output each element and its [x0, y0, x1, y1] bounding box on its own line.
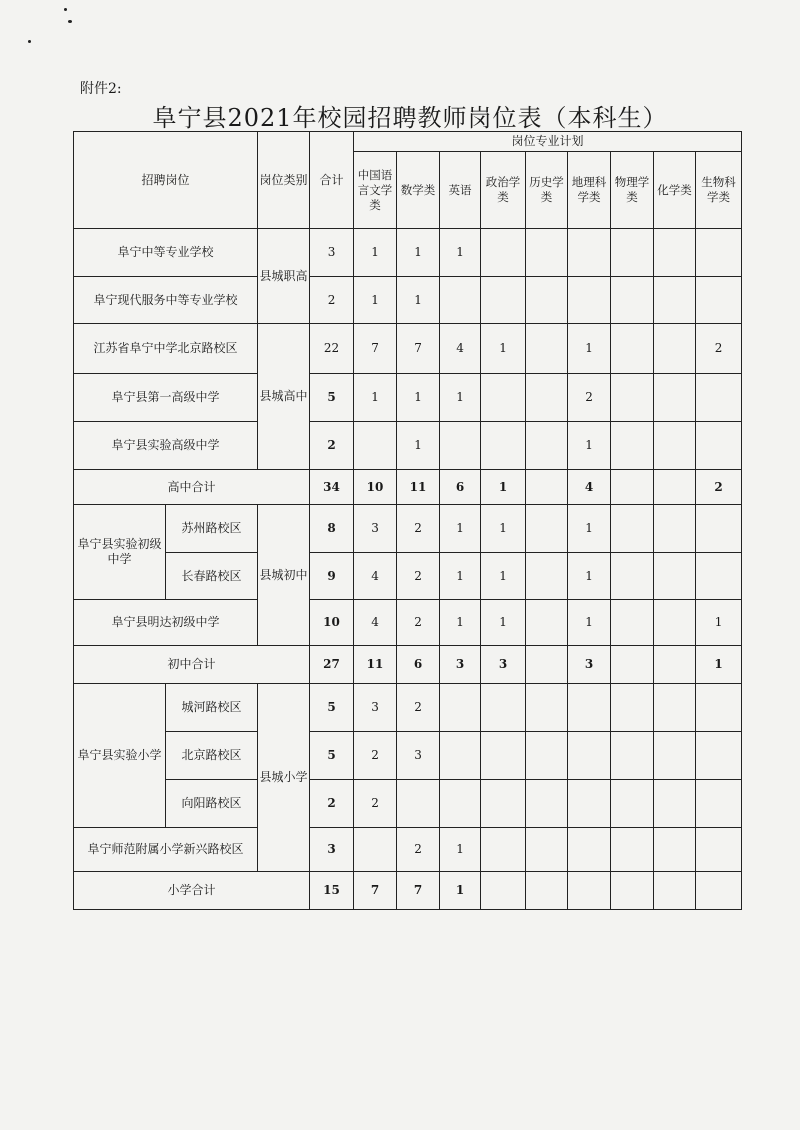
count-cell: [481, 422, 526, 470]
count-cell: [654, 505, 696, 553]
table-row: [74, 828, 742, 872]
count-cell: [654, 732, 696, 780]
count-cell: 1: [568, 600, 611, 646]
header-subject: 历史学类: [526, 152, 568, 229]
count-cell: [611, 470, 654, 505]
count-cell: [654, 470, 696, 505]
count-cell: 10: [354, 470, 397, 505]
count-cell: [696, 828, 742, 872]
count-cell: [568, 828, 611, 872]
count-cell: [654, 229, 696, 277]
scan-speck: [28, 40, 31, 43]
count-cell: 4: [354, 553, 397, 600]
count-cell: [526, 828, 568, 872]
subtotal-label: 高中合计: [74, 470, 310, 505]
page-title: 阜宁县2021年校园招聘教师岗位表（本科生）: [152, 104, 668, 132]
count-cell: [526, 422, 568, 470]
count-cell: 6: [440, 470, 481, 505]
count-cell: [568, 732, 611, 780]
count-cell: 2: [354, 780, 397, 828]
count-cell: 1: [440, 600, 481, 646]
count-cell: 2: [397, 828, 440, 872]
count-cell: 3: [568, 646, 611, 684]
scan-speck: [68, 20, 72, 23]
count-cell: 3: [354, 684, 397, 732]
count-cell: 1: [481, 470, 526, 505]
total-cell: 5: [310, 732, 354, 780]
table-row: [74, 553, 742, 600]
total-cell: 2: [310, 780, 354, 828]
count-cell: 7: [354, 872, 397, 910]
count-cell: 1: [696, 600, 742, 646]
count-cell: 3: [481, 646, 526, 684]
count-cell: [696, 505, 742, 553]
total-cell: 3: [310, 229, 354, 277]
count-cell: [526, 780, 568, 828]
count-cell: 1: [397, 277, 440, 324]
count-cell: [440, 780, 481, 828]
total-cell: 5: [310, 684, 354, 732]
count-cell: 11: [397, 470, 440, 505]
count-cell: [611, 646, 654, 684]
count-cell: 4: [440, 324, 481, 374]
school-group-name: 阜宁县实验小学: [74, 684, 166, 828]
count-cell: 6: [397, 646, 440, 684]
school-name: 阜宁县第一高级中学: [74, 374, 258, 422]
count-cell: [654, 828, 696, 872]
count-cell: 7: [354, 324, 397, 374]
count-cell: 1: [696, 646, 742, 684]
count-cell: [696, 732, 742, 780]
count-cell: [654, 872, 696, 910]
table-row: [74, 505, 742, 553]
total-cell: 34: [310, 470, 354, 505]
count-cell: [526, 374, 568, 422]
count-cell: 1: [481, 324, 526, 374]
school-name: 长春路校区: [166, 553, 258, 600]
count-cell: 1: [354, 277, 397, 324]
count-cell: 1: [568, 422, 611, 470]
count-cell: 4: [568, 470, 611, 505]
school-name: 阜宁县明达初级中学: [74, 600, 258, 646]
subtotal-label: 小学合计: [74, 872, 310, 910]
header-subject: 政治学类: [481, 152, 526, 229]
count-cell: 1: [440, 505, 481, 553]
count-cell: [526, 872, 568, 910]
count-cell: 2: [354, 732, 397, 780]
count-cell: [611, 374, 654, 422]
count-cell: [696, 872, 742, 910]
count-cell: 1: [568, 324, 611, 374]
count-cell: 3: [397, 732, 440, 780]
category-cell: 县城初中: [258, 505, 310, 646]
count-cell: 2: [397, 505, 440, 553]
count-cell: [611, 422, 654, 470]
total-cell: 10: [310, 600, 354, 646]
count-cell: [526, 646, 568, 684]
school-group-name: 阜宁县实验初级中学: [74, 505, 166, 600]
count-cell: [696, 422, 742, 470]
count-cell: [354, 422, 397, 470]
header-position: 招聘岗位: [74, 132, 258, 229]
count-cell: [440, 277, 481, 324]
table-row: [74, 324, 742, 374]
table-row: [74, 374, 742, 422]
count-cell: 1: [481, 600, 526, 646]
header-subject: 生物科学类: [696, 152, 742, 229]
count-cell: [526, 470, 568, 505]
count-cell: [654, 553, 696, 600]
count-cell: [481, 229, 526, 277]
count-cell: [481, 374, 526, 422]
count-cell: [611, 324, 654, 374]
subtotal-row: [74, 872, 742, 910]
total-cell: 2: [310, 422, 354, 470]
count-cell: [526, 229, 568, 277]
count-cell: [654, 277, 696, 324]
count-cell: [526, 684, 568, 732]
count-cell: [481, 277, 526, 324]
count-cell: [696, 374, 742, 422]
school-name: 城河路校区: [166, 684, 258, 732]
school-name: 北京路校区: [166, 732, 258, 780]
table-row: [74, 229, 742, 277]
count-cell: 1: [397, 422, 440, 470]
school-name: 阜宁中等专业学校: [74, 229, 258, 277]
count-cell: [654, 324, 696, 374]
count-cell: 3: [440, 646, 481, 684]
count-cell: 3: [354, 505, 397, 553]
count-cell: 11: [354, 646, 397, 684]
count-cell: [568, 684, 611, 732]
count-cell: [526, 277, 568, 324]
total-cell: 22: [310, 324, 354, 374]
total-cell: 9: [310, 553, 354, 600]
header-category: 岗位类别: [258, 132, 310, 229]
count-cell: [611, 684, 654, 732]
count-cell: [611, 732, 654, 780]
count-cell: 1: [440, 229, 481, 277]
count-cell: 1: [354, 374, 397, 422]
header-subject: 中国语言文学类: [354, 152, 397, 229]
school-name: 阜宁县实验高级中学: [74, 422, 258, 470]
count-cell: [481, 828, 526, 872]
count-cell: [526, 553, 568, 600]
category-cell: 县城小学: [258, 684, 310, 872]
count-cell: [654, 600, 696, 646]
count-cell: 7: [397, 872, 440, 910]
count-cell: [568, 780, 611, 828]
count-cell: [696, 229, 742, 277]
count-cell: [611, 277, 654, 324]
count-cell: 1: [440, 872, 481, 910]
table-row: [74, 277, 742, 324]
count-cell: [611, 872, 654, 910]
count-cell: [696, 277, 742, 324]
school-name: 江苏省阜宁中学北京路校区: [74, 324, 258, 374]
school-name: 阜宁师范附属小学新兴路校区: [74, 828, 258, 872]
count-cell: [611, 229, 654, 277]
count-cell: [440, 422, 481, 470]
count-cell: [654, 684, 696, 732]
count-cell: [611, 600, 654, 646]
count-cell: [696, 553, 742, 600]
count-cell: 1: [440, 553, 481, 600]
header-subject: 英语: [440, 152, 481, 229]
count-cell: [611, 505, 654, 553]
total-cell: 5: [310, 374, 354, 422]
recruitment-table: [73, 131, 742, 910]
header-subject: 数学类: [397, 152, 440, 229]
count-cell: [481, 732, 526, 780]
count-cell: [654, 374, 696, 422]
scan-speck: [64, 8, 67, 11]
count-cell: [526, 505, 568, 553]
count-cell: [526, 600, 568, 646]
count-cell: 4: [354, 600, 397, 646]
total-cell: 3: [310, 828, 354, 872]
table-row: [74, 600, 742, 646]
count-cell: 2: [397, 553, 440, 600]
annex-label: 附件2:: [80, 81, 122, 97]
category-cell: 县城高中: [258, 324, 310, 470]
header-total: 合计: [310, 132, 354, 229]
school-name: 阜宁现代服务中等专业学校: [74, 277, 258, 324]
count-cell: [611, 828, 654, 872]
header-subject: 地理科学类: [568, 152, 611, 229]
count-cell: [481, 872, 526, 910]
count-cell: [354, 828, 397, 872]
total-cell: 15: [310, 872, 354, 910]
header-subject: 物理学类: [611, 152, 654, 229]
count-cell: [481, 684, 526, 732]
count-cell: [568, 277, 611, 324]
count-cell: [654, 422, 696, 470]
total-cell: 2: [310, 277, 354, 324]
count-cell: [526, 324, 568, 374]
count-cell: [440, 684, 481, 732]
count-cell: [611, 553, 654, 600]
count-cell: [440, 732, 481, 780]
count-cell: 1: [568, 505, 611, 553]
school-name: 向阳路校区: [166, 780, 258, 828]
header-subject: 化学类: [654, 152, 696, 229]
count-cell: 1: [481, 553, 526, 600]
count-cell: 1: [481, 505, 526, 553]
count-cell: [654, 780, 696, 828]
subtotal-row: [74, 470, 742, 505]
count-cell: 2: [568, 374, 611, 422]
count-cell: [481, 780, 526, 828]
count-cell: 2: [696, 470, 742, 505]
count-cell: [397, 780, 440, 828]
school-name: 苏州路校区: [166, 505, 258, 553]
count-cell: [568, 872, 611, 910]
count-cell: 2: [397, 600, 440, 646]
count-cell: 1: [440, 374, 481, 422]
table-row: [74, 684, 742, 732]
count-cell: 1: [568, 553, 611, 600]
table-row: [74, 780, 742, 828]
total-cell: 8: [310, 505, 354, 553]
count-cell: 1: [440, 828, 481, 872]
subtotal-label: 初中合计: [74, 646, 310, 684]
count-cell: [654, 646, 696, 684]
count-cell: 7: [397, 324, 440, 374]
count-cell: [568, 229, 611, 277]
table-row: [74, 732, 742, 780]
table-row: [74, 422, 742, 470]
count-cell: 2: [397, 684, 440, 732]
count-cell: 1: [354, 229, 397, 277]
header-plan: 岗位专业计划: [354, 132, 742, 152]
count-cell: [526, 732, 568, 780]
total-cell: 27: [310, 646, 354, 684]
count-cell: [611, 780, 654, 828]
category-cell: 县城职高: [258, 229, 310, 324]
count-cell: 1: [397, 229, 440, 277]
count-cell: 1: [397, 374, 440, 422]
count-cell: 2: [696, 324, 742, 374]
count-cell: [696, 780, 742, 828]
count-cell: [696, 684, 742, 732]
subtotal-row: [74, 646, 742, 684]
